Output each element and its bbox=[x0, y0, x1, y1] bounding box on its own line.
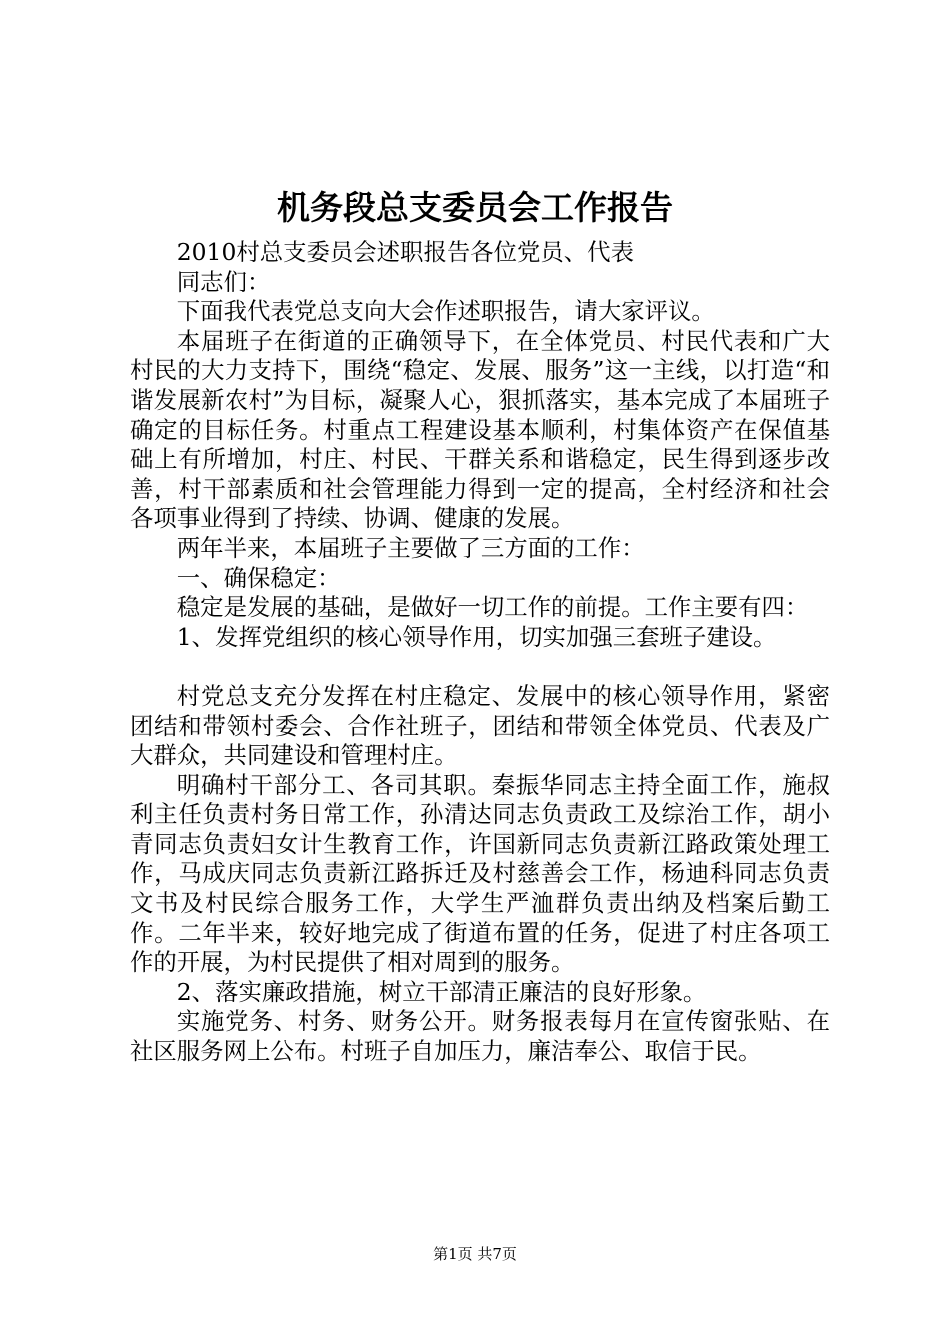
paragraph-party-leadership: 村党总支充分发挥在村庄稳定、发展中的核心领导作用，紧密团结和带领村委会、合作社班子，团结和带领全体党员、代表及广大群众，共同建设和管理村庄。 bbox=[130, 681, 830, 770]
document-body bbox=[130, 238, 830, 1067]
paragraph-stability: 稳定是发展的基础，是做好一切工作的前提。工作主要有四： bbox=[176, 593, 809, 622]
paragraph-disclosure: 实施党务、村务、财务公开。财务报表每月在宣传窗张贴、在社区服务网上公布。村班子自加压力，廉洁奉公、取信于民。 bbox=[130, 1007, 830, 1066]
subheading-party-leadership: 1、发挥党组织的核心领导作用，切实加强三套班子建设。 bbox=[176, 622, 777, 651]
paragraph-division-of-duties: 明确村干部分工、各司其职。秦振华同志主持全面工作，施叔利主任负责村务日常工作，孙清达同志负责政工及综治工作，胡小青同志负责妇女计生教育工作，许国新同志负责新江路政策处理工作，马成庆同志负责新江路拆迁及村慈善会工作，杨迪科同志负责文书及村民综合服务工作，大学生严洫群负责出纳及档案后勤工作。二年半来，较好地完成了街道布置的任务，促进了村庄各项工作的开展，为村民提供了相对周到的服务。 bbox=[130, 770, 830, 977]
subheading-integrity: 2、落实廉政措施，树立干部清正廉洁的良好形象。 bbox=[176, 977, 707, 1006]
paragraph-summary: 本届班子在街道的正确领导下，在全体党员、村民代表和广大村民的大力支持下，围绕“稳定、发展、服务”这一主线，以打造“和谐发展新农村”为目标，凝聚人心，狠抓落实，基本完成了本届班子确定的目标任务。村重点工程建设基本顺利，村集体资产在保值基础上有所增加，村庄、村民、干群关系和谐稳定，民生得到逐步改善，村干部素质和社会管理能力得到一定的提高，全村经济和社会各项事业得到了持续、协调、健康的发展。 bbox=[130, 326, 830, 533]
paragraph-work-overview: 两年半来，本届班子主要做了三方面的工作： bbox=[176, 533, 645, 562]
paragraph-salutation: 同志们： bbox=[176, 267, 271, 296]
paragraph-header-line: 2010村总支委员会述职报告各位党员、代表 bbox=[176, 238, 634, 266]
paragraph-intro: 下面我代表党总支向大会作述职报告，请大家评议。 bbox=[176, 297, 715, 326]
section-heading-stability: 一、确保稳定： bbox=[176, 563, 341, 592]
page-number: 第1页 共7页 bbox=[433, 1245, 517, 1263]
document-title: 机务段总支委员会工作报告 bbox=[277, 188, 673, 227]
